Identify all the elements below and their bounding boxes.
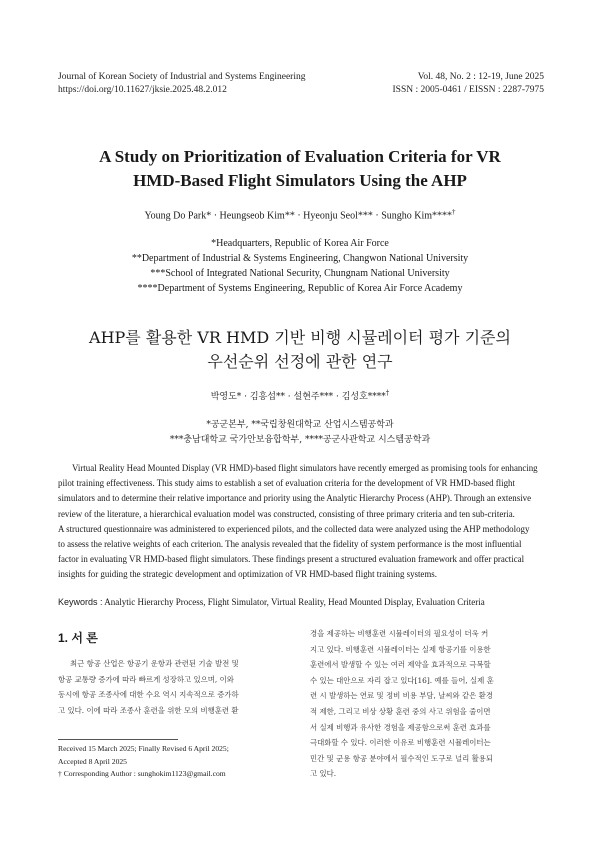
intro-line: 고 있다. 이에 따라 조종사 훈련을 위한 모의 비행훈련 환 <box>58 705 239 715</box>
abstract-line: insights for guiding the strategic development and optimization of VR HMD-based flight training systems. <box>58 569 437 580</box>
abstract-line: to assess the relative weights of each criterion. The analysis revealed that the fidelity of system performance is the most influential <box>58 539 522 550</box>
paper-title-en <box>0 145 600 193</box>
received-date: Received 15 March 2025; Finally Revised 6 April 2025; <box>58 744 229 753</box>
affiliation-en-3: ***School of Integrated National Security, Chungnam National University <box>150 268 450 279</box>
authors-ko <box>0 386 600 404</box>
intro-line: 련 시 발생하는 연료 및 정비 비용 부담, 날씨와 같은 환경 <box>310 691 493 701</box>
affiliations-ko <box>0 418 600 448</box>
affiliation-en-2: **Department of Industrial & Systems Engineering, Changwon National University <box>131 253 469 264</box>
title-ko-line-1: AHP를 활용한 VR HMD 기반 비행 시뮬레이터 평가 기준의 <box>89 328 511 347</box>
journal-header-right <box>393 71 544 97</box>
affiliation-en-1: *Headquarters, Republic of Korea Air Force <box>211 238 389 249</box>
intro-line: 동시에 항공 조종사에 대한 수요 역시 지속적으로 증가하 <box>58 690 239 700</box>
authors-en-names: Young Do Park* · Heungseob Kim** · Hyeonju Seol*** · Sungho Kim**** <box>144 210 453 222</box>
doi-link[interactable]: https://doi.org/10.11627/jksie.2025.48.2.012 <box>58 85 227 95</box>
journal-name: Journal of Korean Society of Industrial and Systems Engineering <box>58 72 306 82</box>
corresponding-dagger: † <box>452 208 456 216</box>
abstract-line: Virtual Reality Head Mounted Display (VR HMD)-based flight simulators have recently emerged as promising tools for enhancing <box>72 463 538 473</box>
title-en-line-2: HMD-Based Flight Simulators Using the AHP <box>133 171 467 190</box>
intro-line: 고 있다. <box>310 769 337 779</box>
abstract-line: A structured questionnaire was administered to experienced pilots, and the collected data were analyzed using the AHP methodology <box>58 523 530 534</box>
intro-line: 민간 및 군용 항공 분야에서 필수적인 도구로 널리 활용되 <box>310 753 494 763</box>
intro-line: 항공 교통량 증가에 따라 빠르게 성장하고 있으며, 이와 <box>58 674 234 684</box>
title-en-line-1: A Study on Prioritization of Evaluation Criteria for VR <box>99 147 501 166</box>
corresponding-author[interactable]: † Corresponding Author : sunghokim1123@gmail.com <box>58 769 226 778</box>
keywords-label: Keywords : <box>58 597 103 607</box>
keywords-text: Analytic Hierarchy Process, Flight Simulator, Virtual Reality, Head Mounted Display, Evaluation Criteria <box>104 597 485 607</box>
intro-line: 최근 항공 산업은 항공기 운항과 관련된 기술 발전 및 <box>70 659 239 668</box>
affiliation-ko-1: *공군본부, **국립창원대학교 산업시스템공학과 <box>206 420 394 430</box>
volume-info: Vol. 48, No. 2 : 12-19, June 2025 <box>417 72 544 82</box>
affiliation-ko-2: ***충남대학교 국가안보융합학부, ****공군사관학교 시스템공학과 <box>169 435 431 445</box>
affiliations-en <box>0 236 600 296</box>
section-heading-introduction: 1. 서 론 <box>58 631 98 645</box>
footnotes <box>58 743 298 781</box>
abstract-line: review of the literature, a hierarchical evaluation model was constructed, consisting of three primary criteria and ten sub-criteria. <box>58 508 515 519</box>
paper-title-ko <box>0 326 600 374</box>
intro-line: 경을 제공하는 비행훈련 시뮬레이터의 필요성이 더욱 커 <box>310 629 489 638</box>
title-ko-line-2: 우선순위 선정에 관한 연구 <box>207 352 393 371</box>
intro-line: 지고 있다. 비행훈련 시뮬레이터는 실제 항공기를 이용한 <box>310 644 491 654</box>
abstract-line: simulators and to determine their relative importance and priority using the Analytic Hierarchy Process (AHP). Through an extensive <box>58 493 532 504</box>
intro-left-column <box>58 656 290 718</box>
abstract-line: factor in evaluating VR HMD-based flight simulators. These findings present a structured evaluation framework and offer practical <box>58 554 525 565</box>
abstract-line: pilot training effectiveness. This study aims to establish a set of evaluation criteria for the development of VR HMD-based flight <box>58 478 515 489</box>
abstract <box>58 461 542 583</box>
corresponding-dagger-ko: † <box>385 389 390 397</box>
intro-line: 수 있는 대안으로 자리 잡고 있다[16]. 예를 들어, 실제 훈 <box>310 675 494 685</box>
intro-line: 훈련에서 발생할 수 있는 여러 제약을 효과적으로 극복할 <box>310 660 491 670</box>
intro-line: 서 실제 비행과 유사한 경험을 제공함으로써 훈련 효과를 <box>310 722 491 732</box>
journal-header-left <box>58 71 305 97</box>
authors-ko-names: 박영도* · 김흥섭** · 설현주*** · 김성호**** <box>210 392 386 402</box>
intro-line: 적 제한, 그리고 비상 상황 훈련 중의 사고 위험을 줄이면 <box>310 706 491 716</box>
authors-en <box>0 205 600 223</box>
keywords <box>58 596 548 609</box>
affiliation-en-4: ****Department of Systems Engineering, Republic of Korea Air Force Academy <box>137 283 463 294</box>
issn-info: ISSN : 2005-0461 / EISSN : 2287-7975 <box>392 85 544 95</box>
accepted-date: Accepted 8 April 2025 <box>58 756 127 766</box>
intro-line: 극대화할 수 있다. 이러한 이유로 비행훈련 시뮬레이터는 <box>310 738 491 748</box>
intro-right-column <box>310 626 542 782</box>
footnote-divider <box>58 739 178 740</box>
